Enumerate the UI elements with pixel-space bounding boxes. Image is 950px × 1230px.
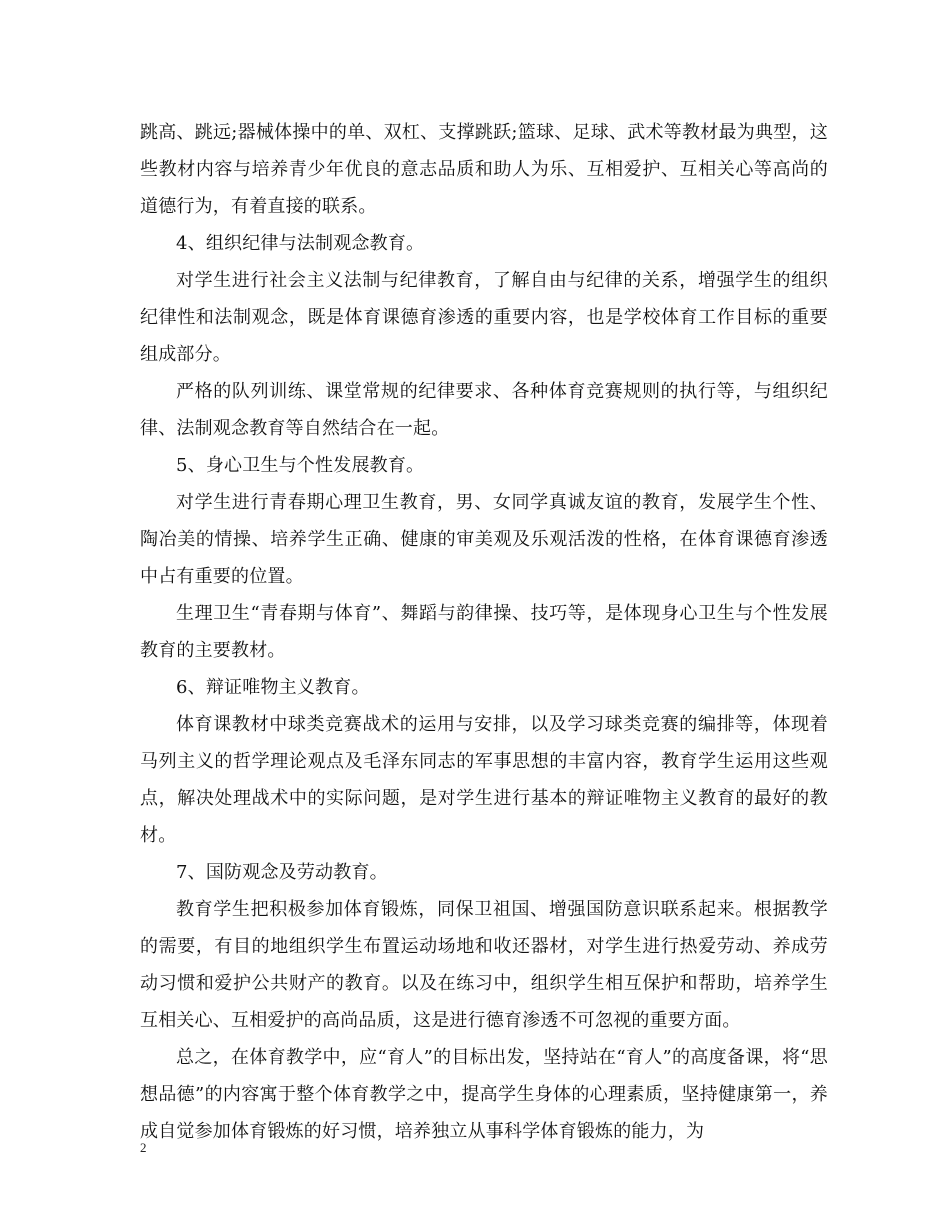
paragraph: 严格的队列训练、课堂常规的纪律要求、各种体育竞赛规则的执行等，与组织纪律、法制观念教育等自然结合在一起。: [140, 381, 828, 439]
paragraph: 对学生进行青春期心理卫生教育，男、女同学真诚友谊的教育，发展学生个性、陶冶美的情操、培养学生正确、健康的审美观及乐观活泼的性格，在体育课德育渗透中占有重要的位置。: [140, 492, 828, 587]
section-heading: 5、身心卫生与个性发展教育。: [176, 455, 425, 476]
paragraph: 总之，在体育教学中，应“育人”的目标出发，坚持站在“育人”的高度备课，将“思想品德”的内容寓于整个体育教学之中，提高学生身体的心理素质，坚持健康第一，养成自觉参加体育锻炼的好习惯，培养独立从事科学体育锻炼的能力，为: [140, 1047, 828, 1142]
section-heading: 6、辩证唯物主义教育。: [176, 677, 370, 698]
page-number: 2: [140, 1140, 147, 1155]
section-heading: 4、组织纪律与法制观念教育。: [176, 233, 425, 254]
paragraph: 教育学生把积极参加体育锻炼，同保卫祖国、增强国防意识联系起来。根据教学的需要，有目的地组织学生布置运动场地和收还器材，对学生进行热爱劳动、养成劳动习惯和爱护公共财产的教育。以及在练习中，组织学生相互保护和帮助，培养学生互相关心、互相爱护的高尚品质，这是进行德育渗透不可忽视的重要方面。: [140, 899, 828, 1031]
paragraph: 对学生进行社会主义法制与纪律教育，了解自由与纪律的关系，增强学生的组织纪律性和法制观念，既是体育课德育渗透的重要内容，也是学校体育工作目标的重要组成部分。: [140, 270, 828, 365]
paragraph: 生理卫生“青春期与体育”、舞蹈与韵律操、技巧等，是体现身心卫生与个性发展教育的主要教材。: [140, 603, 828, 661]
section-heading: 7、国防观念及劳动教育。: [176, 862, 388, 883]
paragraph: 跳高、跳远;器械体操中的单、双杠、支撑跳跃;篮球、足球、武术等教材最为典型，这些教材内容与培养青少年优良的意志品质和助人为乐、互相爱护、互相关心等高尚的道德行为，有着直接的联系。: [140, 122, 828, 217]
paragraph: 体育课教材中球类竞赛战术的运用与安排，以及学习球类竞赛的编排等，体现着马列主义的哲学理论观点及毛泽东同志的军事思想的丰富内容，教育学生运用这些观点，解决处理战术中的实际问题，是对学生进行基本的辩证唯物主义教育的最好的教材。: [140, 714, 828, 846]
body-text: [140, 114, 828, 1150]
